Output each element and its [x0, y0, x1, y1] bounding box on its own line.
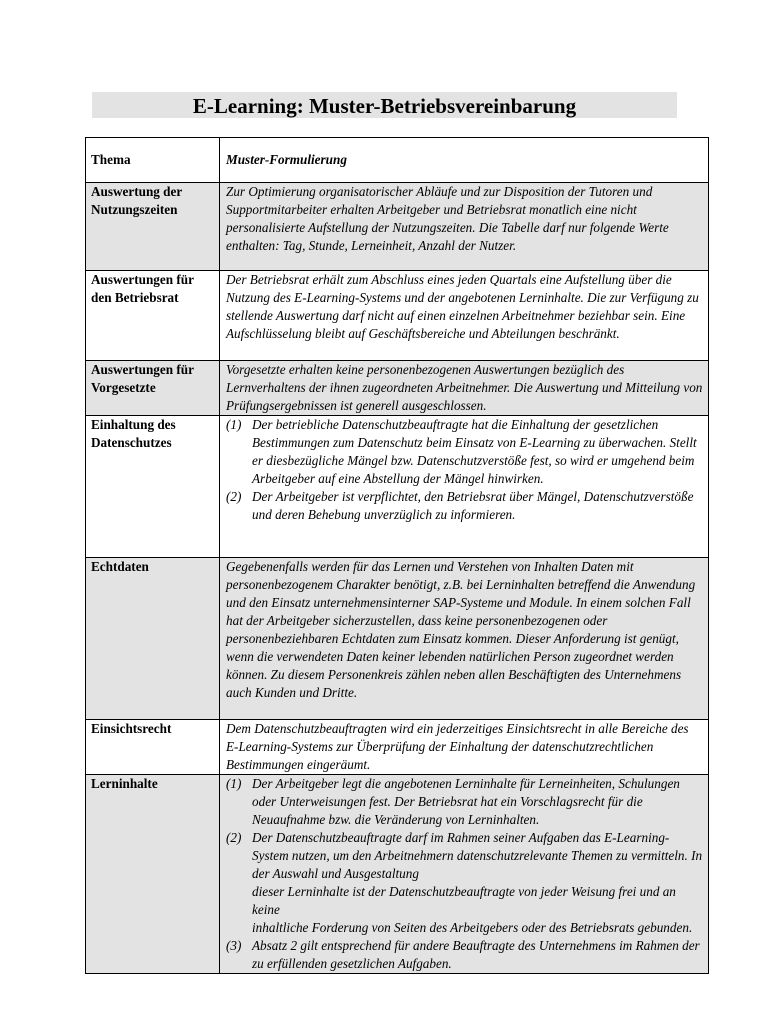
row-thema: Echtdaten [86, 558, 220, 720]
row-text: Der Betriebsrat erhält zum Abschluss eines jeden Quartals eine Aufstellung über die Nutzung des E-Learning-Systems und der angebotenen Lerninhalte. Die zur Verfügung zu stellende Auswertung darf nicht auf einen einzelnen Arbeitnehmer beziehbar sein. Eine Aufschlüsselung bleibt auf Geschäftsbereiche und Abteilungen beschränkt. [220, 271, 709, 361]
table-row [86, 183, 709, 271]
row-thema: Auswertungen für den Betriebsrat [86, 271, 220, 361]
list-item: (1) Der Arbeitgeber legt die angebotenen Lerninhalte für Lerneinheiten, Schulungen oder Unterweisungen fest. Der Betriebsrat hat ein Vorschlagsrecht für die Neuaufnahme bzw. die Veränderung von Lerninhalten. [226, 776, 680, 827]
table-row [86, 558, 709, 720]
row-thema: Auswertung der Nutzungszeiten [86, 183, 220, 271]
row-text [220, 775, 709, 974]
header-thema: Thema [86, 138, 220, 183]
numbered-list [226, 775, 704, 973]
row-text: Gegebenenfalls werden für das Lernen und Verstehen von Inhalten Daten mit personenbezogenem Charakter benötigt, z.B. bei Lerninhalten betreffend die Anwendung und den Einsatz unternehmensinterner SAP-Systeme und Module. In einem solchen Fall hat der Arbeitgeber sicherzustellen, dass keine personenbezogenen oder personenbeziehbaren Echtdaten zum Einsatz kommen. Dieser Anforderung ist genügt, wenn die verwendeten Daten keiner lebenden natürlichen Person zugeordnet werden können. Zu diesem Personenkreis zählen neben allen Beschäftigten des Unternehmens auch Kunden und Dritte. [220, 558, 709, 720]
list-item: (2) Der Datenschutzbeauftragte darf im Rahmen seiner Aufgaben das E-Learning-System nutzen, um den Arbeitnehmern datenschutzrelevante Themen zu vermitteln. In der Auswahl und Ausgestaltung dieser Lerninhalte ist der Datenschutzbeauftragte von jeder Weisung frei und an keine inhaltliche Forderung von Seiten des Arbeitgebers oder des Betriebsrats gebunden. [226, 830, 703, 935]
table-row [86, 720, 709, 775]
table-header-row [86, 138, 709, 183]
header-formulierung: Muster-Formulierung [220, 138, 709, 183]
row-thema: Auswertungen für Vorgesetzte [86, 361, 220, 416]
row-thema: Einsichtsrecht [86, 720, 220, 775]
row-text: Dem Datenschutzbeauftragten wird ein jederzeitiges Einsichtsrecht in alle Bereiche des E-Learning-Systems zur Überprüfung der Einhaltung der datenschutzrechtlichen Bestimmungen eingeräumt. [220, 720, 709, 775]
row-thema: Lerninhalte [86, 775, 220, 974]
list-item: (3) Absatz 2 gilt entsprechend für andere Beauftragte des Unternehmens im Rahmen der zu erfüllenden gesetzlichen Aufgaben. [226, 938, 700, 971]
agreement-table [85, 137, 709, 974]
list-item: (1) Der betriebliche Datenschutzbeauftragte hat die Einhaltung der gesetzlichen Bestimmungen zum Datenschutz beim Einsatz von E-Learning zu überwachen. Stellt er diesbezügliche Mängel bzw. Datenschutzverstöße fest, so wird er umgehend beim Arbeitgeber auf eine Abstellung der Mängel hinwirken. [226, 417, 697, 486]
numbered-list [226, 416, 704, 524]
table-row [86, 361, 709, 416]
table-row [86, 416, 709, 558]
row-text: Zur Optimierung organisatorischer Abläufe und zur Disposition der Tutoren und Supportmitarbeiter erhalten Arbeitgeber und Betriebsrat monatlich eine nicht personalisierte Aufstellung der Nutzungszeiten. Die Tabelle darf nur folgende Werte enthalten: Tag, Stunde, Lerneinheit, Anzahl der Nutzer. [220, 183, 709, 271]
row-text: Vorgesetzte erhalten keine personenbezogenen Auswertungen bezüglich des Lernverhaltens der ihnen zugeordneten Arbeitnehmer. Die Auswertung und Mitteilung von Prüfungsergebnissen ist generell ausgeschlossen. [220, 361, 709, 416]
list-item: (2) Der Arbeitgeber ist verpflichtet, den Betriebsrat über Mängel, Datenschutzverstöße und deren Behebung unverzüglich zu informieren. [226, 489, 694, 522]
table-row [86, 271, 709, 361]
row-text [220, 416, 709, 558]
table-row [86, 775, 709, 974]
row-thema: Einhaltung des Datenschutzes [86, 416, 220, 558]
document-title: E-Learning: Muster-Betriebsvereinbarung [92, 92, 677, 118]
